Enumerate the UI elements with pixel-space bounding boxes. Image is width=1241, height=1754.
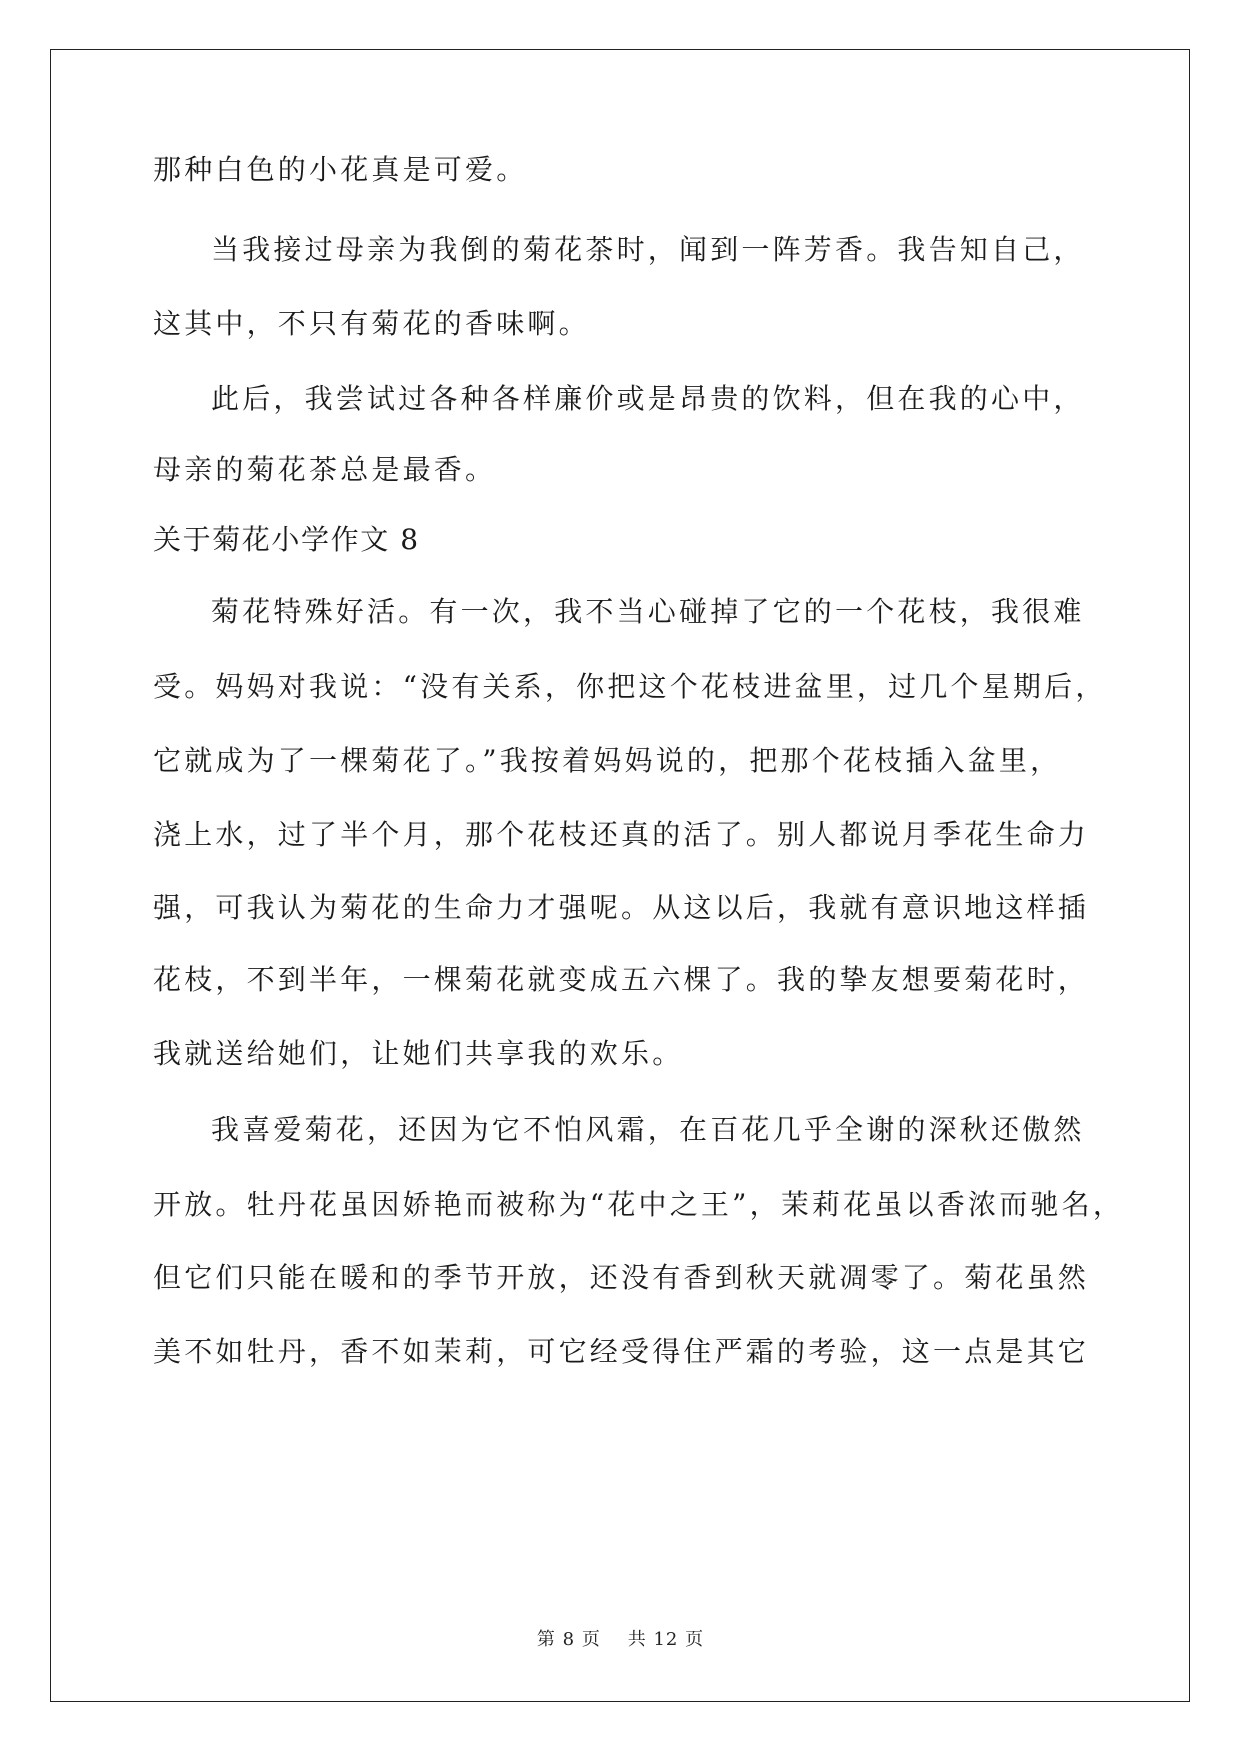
- paragraph-line: 我喜爱菊花，还因为它不怕风霜，在百花几乎全谢的深秋还傲然: [211, 1113, 1085, 1146]
- text-line: 它就成为了一棵菊花了。”我按着妈妈说的，把那个花枝插入盆里，: [153, 744, 1062, 777]
- page-border: [50, 49, 1190, 1702]
- page-number: 第 8 页: [536, 1629, 601, 1650]
- paragraph-line: 此后，我尝试过各种各样廉价或是昂贵的饮料，但在我的心中，: [211, 382, 1085, 415]
- paragraph-line: 菊花特殊好活。有一次，我不当心碰掉了它的一个花枝，我很难: [211, 595, 1085, 628]
- page-total: 共 12 页: [627, 1629, 705, 1650]
- footer-spacer: [601, 1629, 628, 1650]
- page-footer: [0, 1625, 1241, 1651]
- text-line: 母亲的菊花茶总是最香。: [153, 453, 497, 486]
- text-line: 受。妈妈对我说：“没有关系，你把这个花枝进盆里，过几个星期后，: [153, 670, 1107, 703]
- text-line: 我就送给她们，让她们共享我的欢乐。: [153, 1037, 684, 1070]
- section-heading: 关于菊花小学作文 8: [153, 523, 420, 556]
- text-line: 但它们只能在暖和的季节开放，还没有香到秋天就凋零了。菊花虽然: [153, 1261, 1090, 1294]
- text-line: 那种白色的小花真是可爱。: [153, 153, 528, 186]
- text-line: 美不如牡丹，香不如茉莉，可它经受得住严霜的考验，这一点是其它: [153, 1335, 1090, 1368]
- text-line: 花枝，不到半年，一棵菊花就变成五六棵了。我的挚友想要菊花时，: [153, 963, 1090, 996]
- paragraph-line: 当我接过母亲为我倒的菊花茶时，闻到一阵芳香。我告知自己，: [211, 233, 1085, 266]
- text-line: 开放。牡丹花虽因娇艳而被称为“花中之王”，茉莉花虽以香浓而驰名，: [153, 1188, 1125, 1221]
- text-line: 强，可我认为菊花的生命力才强呢。从这以后，我就有意识地这样插: [153, 891, 1090, 924]
- text-line: 这其中，不只有菊花的香味啊。: [153, 307, 590, 340]
- text-line: 浇上水，过了半个月，那个花枝还真的活了。别人都说月季花生命力: [153, 818, 1090, 851]
